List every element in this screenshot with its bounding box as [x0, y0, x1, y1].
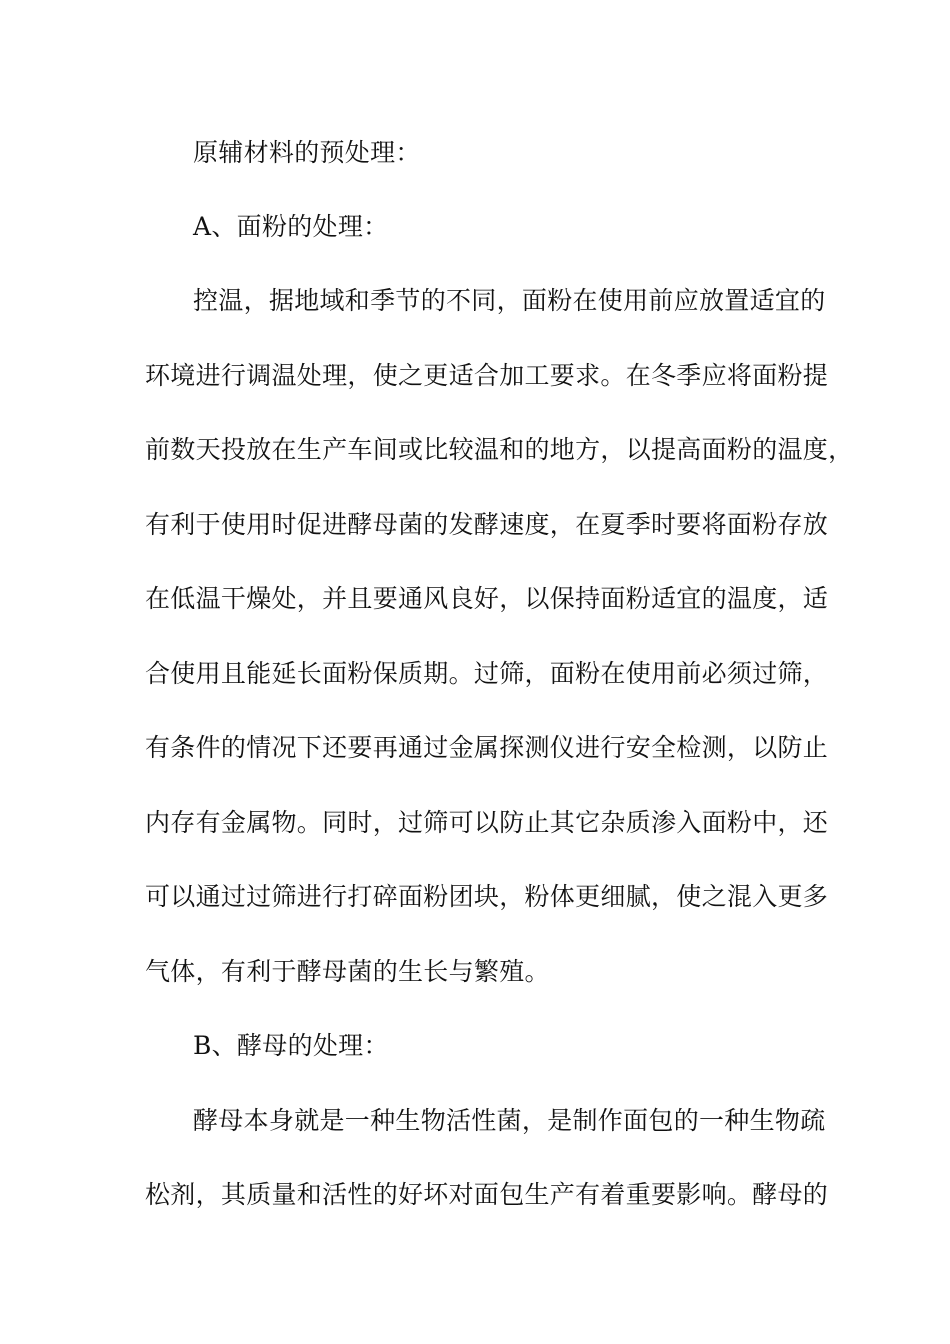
paragraph-line: 松剂，其质量和活性的好坏对面包生产有着重要影响。酵母的 [145, 1180, 829, 1209]
paragraph-line: 酵母本身就是一种生物活性菌，是制作面包的一种生物疏 [193, 1106, 826, 1135]
paragraph-line: 可以通过过筛进行打碎面粉团块，粉体更细腻，使之混入更多 [145, 882, 829, 911]
paragraph-line: 有条件的情况下还要再通过金属探测仪进行安全检测，以防止 [145, 733, 829, 762]
paragraph-line: 前数天投放在生产车间或比较温和的地方，以提高面粉的温度， [145, 435, 854, 464]
paragraph-line: 合使用且能延长面粉保质期。过筛，面粉在使用前必须过筛， [145, 659, 829, 688]
paragraph-line: 有利于使用时促进酵母菌的发酵速度，在夏季时要将面粉存放 [145, 510, 829, 539]
paragraph-line: 控温，据地域和季节的不同，面粉在使用前应放置适宜的 [193, 286, 826, 315]
subsection-heading-a: A、面粉的处理： [193, 212, 389, 241]
paragraph-line: 气体，有利于酵母菌的生长与繁殖。 [145, 957, 550, 986]
paragraph-line: 内存有金属物。同时，过筛可以防止其它杂质渗入面粉中，还 [145, 808, 829, 837]
section-heading: 原辅材料的预处理： [193, 138, 421, 167]
paragraph-line: 在低温干燥处，并且要通风良好，以保持面粉适宜的温度，适 [145, 584, 829, 613]
subsection-heading-b: B、酵母的处理： [193, 1031, 389, 1060]
paragraph-line: 环境进行调温处理，使之更适合加工要求。在冬季应将面粉提 [145, 361, 829, 390]
